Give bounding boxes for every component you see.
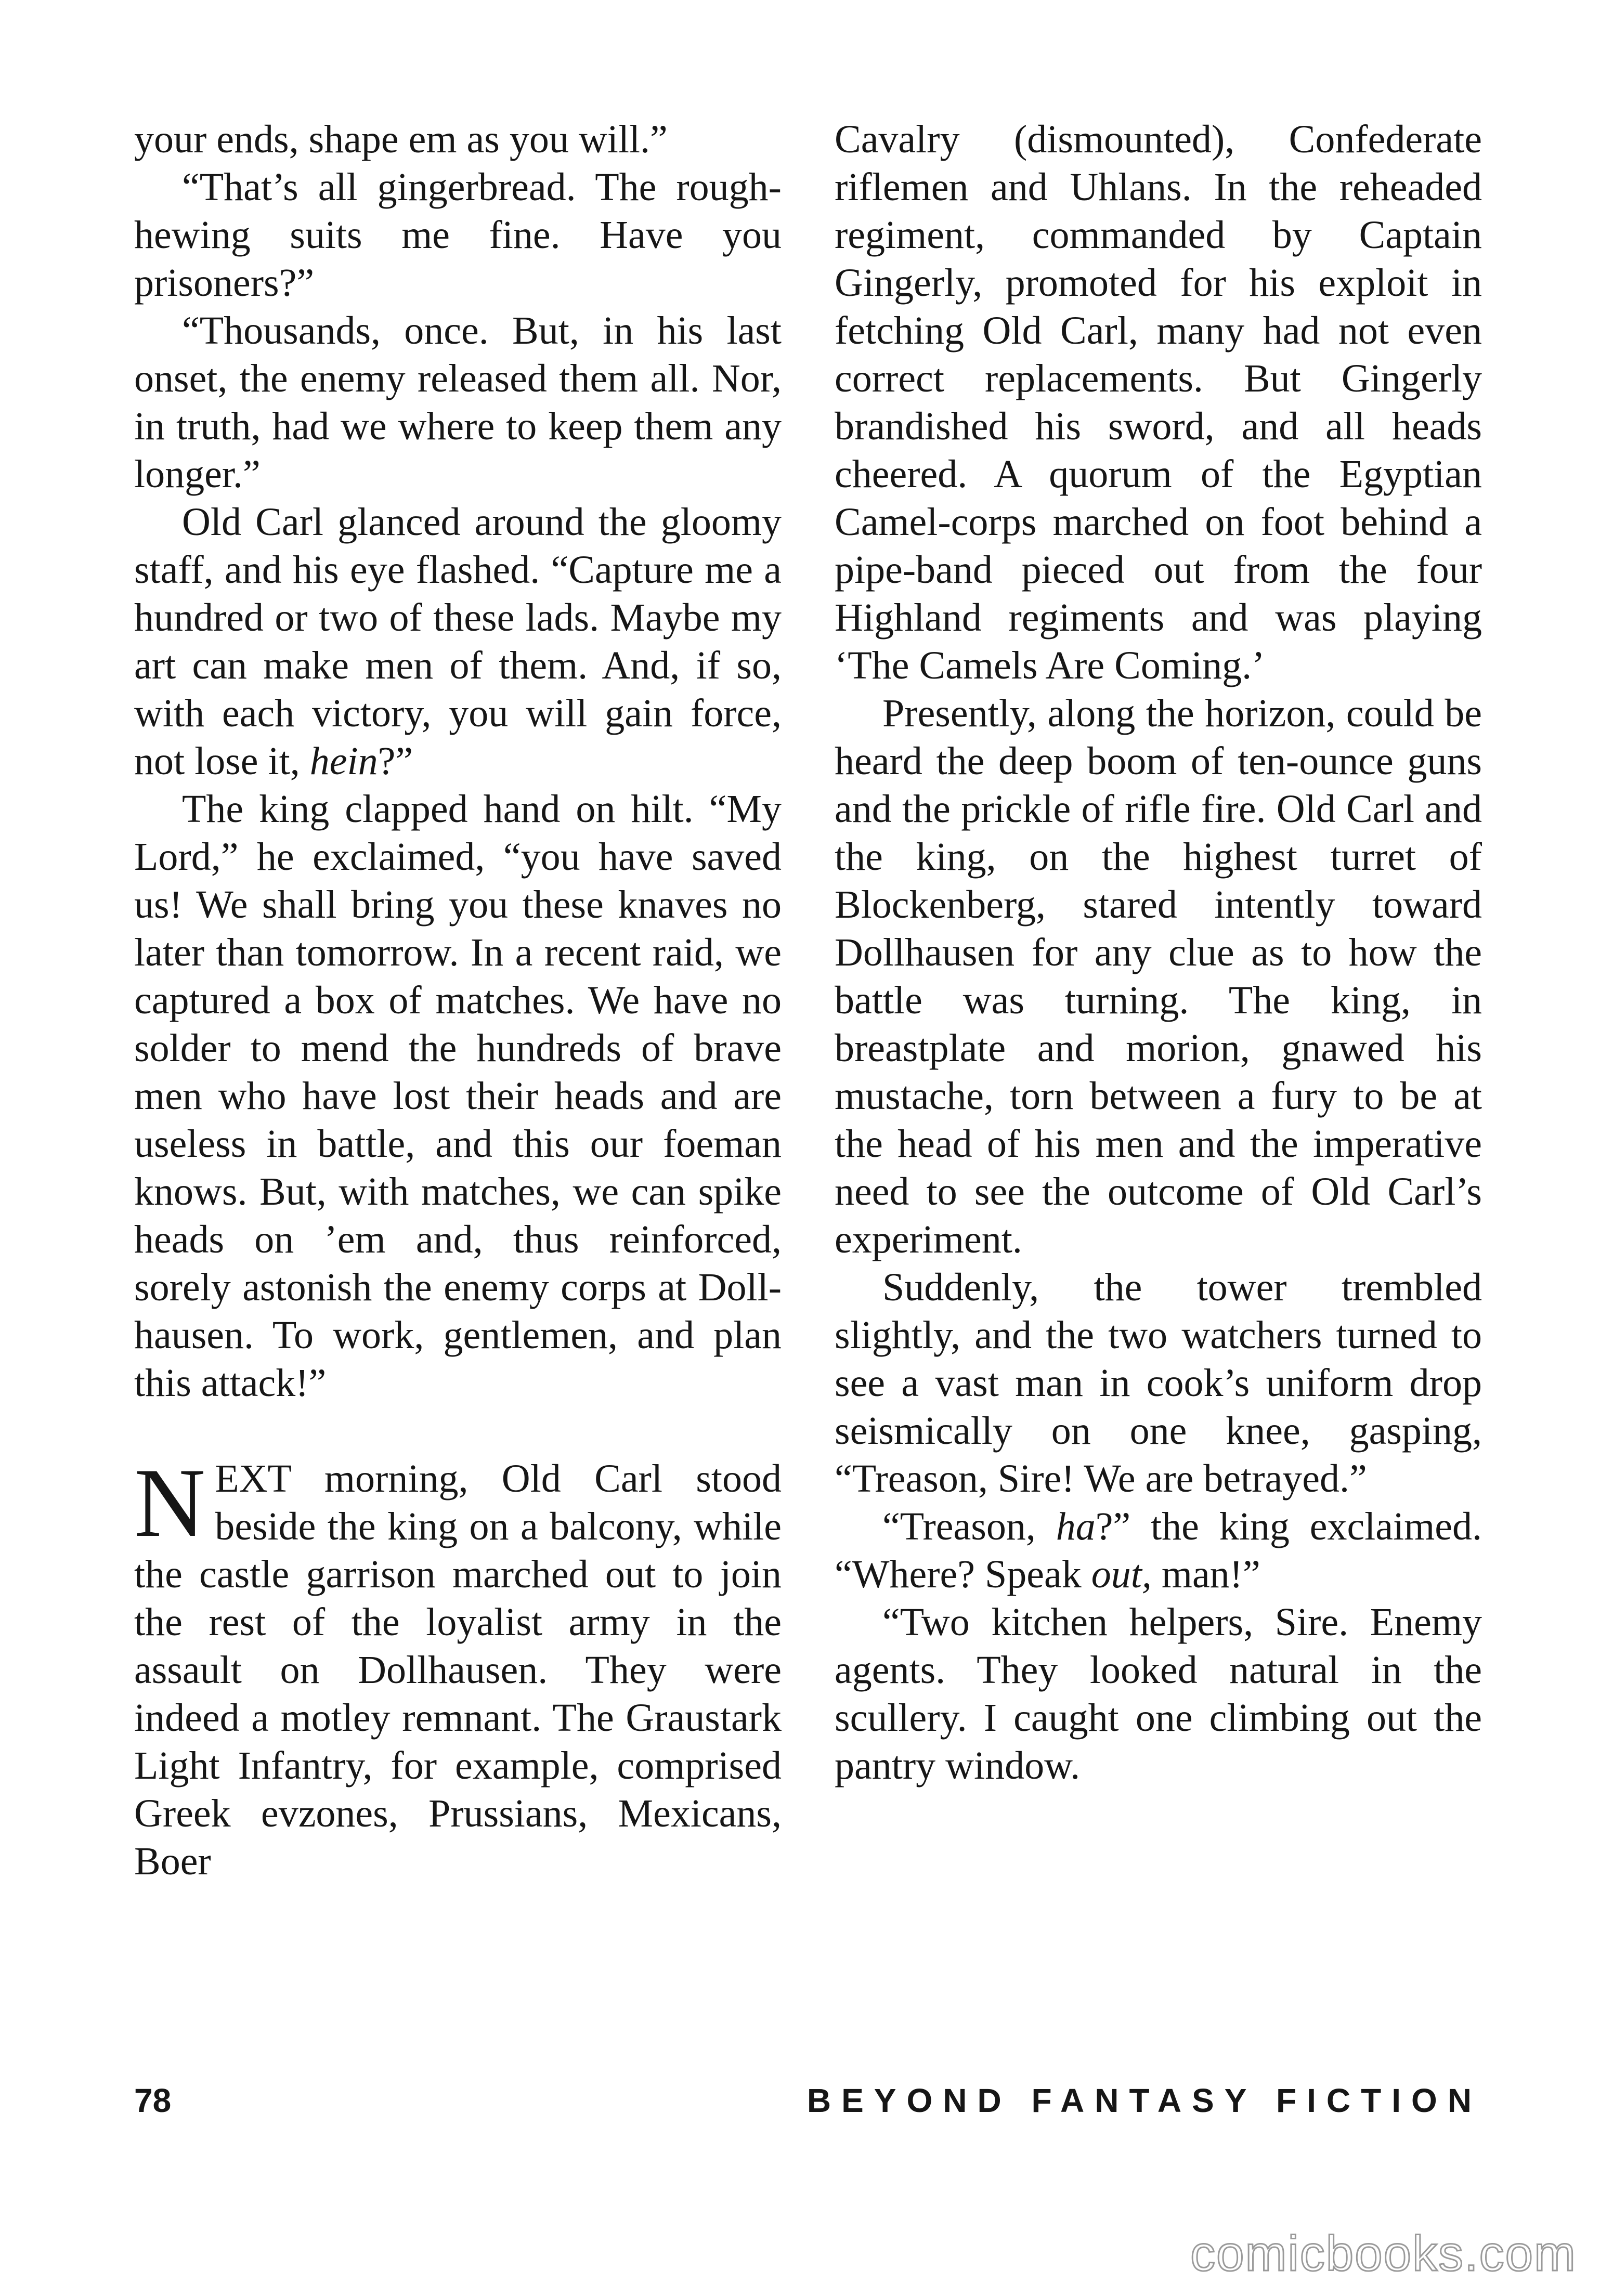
paragraph: your ends, shape em as you will.” [134,118,668,161]
paragraph: Suddenly, the tower trembled slightly, and the two watchers turned to see a vast man in cook’s uniform drop seismically on one knee, gasping, “Treason, Sire! We are betrayed.” [835,1266,1482,1501]
paragraph-text: ?” [378,739,413,783]
paragraph: Cavalry (dismounted), Confederate riflemen and Uhlans. In the reheaded regiment, commanded by Captain Gingerly, promoted for his exploit in fetching Old Carl, many had not even correct replacements. But Gingerly brandished his sword, and all heads cheered. A quorum of the Egyptian Camel-corps marched on foot behind a pipe-band pieced out from the four Highland regiments and was playing ‘The Camels Are Coming.’ [835,118,1482,687]
italic-word: hein [309,739,378,783]
paragraph-text: ?” the king exclaimed. “Where? Speak [835,1505,1482,1596]
paragraph: “Two kitchen helpers, Sire. Enemy agents. They looked natural in the scullery. I caught one climbing out the pantry window. [835,1600,1482,1788]
italic-word: ha [1056,1505,1096,1548]
paragraph [134,498,782,785]
paragraph: The king clapped hand on hilt. “My Lord,” he exclaimed, “you have saved us! We shall bring you these knaves no later than tomorrow. In a recent raid, we captured a box of matches. We have no solder to mend the hundreds of brave men who have lost their heads and are useless in battle, and this our foeman knows. But, with matches, we can spike heads on ’em and, thus reinforced, sorely astonish the enemy corps at Dollhausen. To work, gentlemen, and plan this attack!” [134,787,782,1405]
paragraph: “Thousands, once. But, in his last onset, the enemy released them all. Nor, in truth, had we where to keep them any longer.” [134,309,782,496]
paragraph-text: EXT morning, Old Carl stood beside the king on a balcony, while the castle garrison marched out to join the rest of the loyalist army in the assault on Dollhausen. They were indeed a motley remnant. The Graustark Light Infantry, for example, comprised Greek evzones, Prussians, Mexicans, Boer [134,1457,782,1883]
section-opening-paragraph [134,1449,782,1885]
page-footer [134,2077,1482,2124]
paragraph: “That’s all gingerbread. The rough-hewing suits me fine. Have you prisoners?” [134,165,782,305]
paragraph-text: “Treason, [882,1505,1056,1548]
paragraph [835,1503,1482,1598]
paragraph: Presently, along the horizon, could be heard the deep boom of ten-ounce guns and the prickle of rifle fire. Old Carl and the king, on the highest turret of Blockenberg, stared intently toward Dollhausen for any clue as to how the battle was turning. The king, in breastplate and morion, gnawed his mustache, torn between a fury to be at the head of his men and the imperative need to see the outcome of Old Carl’s experiment. [835,692,1482,1261]
drop-cap: N [134,1449,206,1558]
page-number: 78 [134,2082,172,2119]
watermark: comicbooks.com [1190,2226,1577,2281]
paragraph-text: man!” [1151,1553,1260,1596]
right-column [835,115,1482,1790]
left-column [134,115,782,1885]
running-title: BEYOND FANTASY FICTION [807,2082,1482,2119]
paragraph-text: Old Carl glanced around the gloomy staff, and his eye flashed. “Capture me a hundred or two of these lads. Maybe my art can make men of them. And, if so, with each victory, you will gain force, not lose it, [134,500,782,783]
italic-word: out, [1091,1553,1152,1596]
